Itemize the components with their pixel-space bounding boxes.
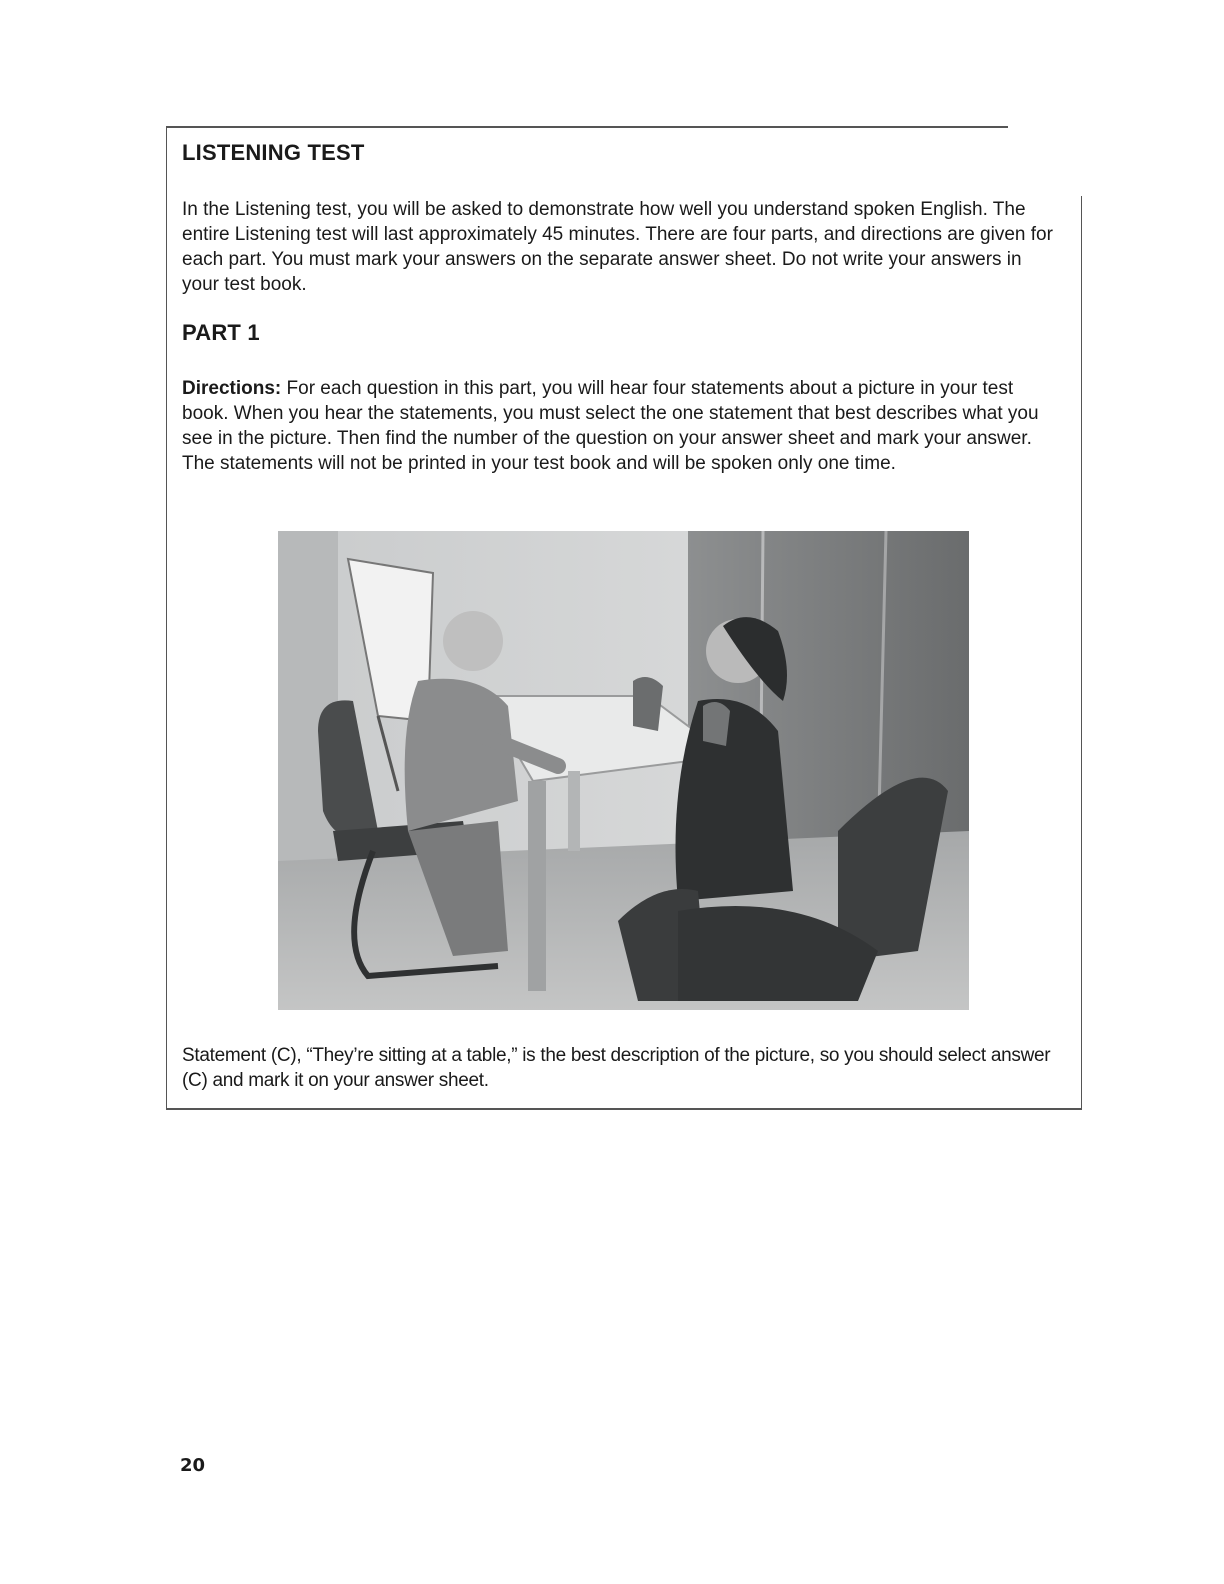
directions-label: Directions: [182, 378, 282, 399]
page-number: 20 [180, 1455, 206, 1476]
box-bottom-border [166, 1108, 1082, 1110]
part-title: PART 1 [182, 320, 260, 345]
box-top-border [166, 126, 1008, 128]
directions-text: For each question in this part, you will hear four statements about a picture in your test book. When you hear the statements, you must select the one statement that best describes what you see in the picture. Then find the number of the question on your answer sheet and mark your answer. The statements will not be printed in your test book and will be spoken only one time. [182, 378, 1039, 474]
section-title: LISTENING TEST [182, 140, 365, 165]
directions-paragraph [182, 376, 1062, 476]
example-statement: Statement (C), “They’re sitting at a table,” is the best description of the picture, so you should select answer (C) and mark it on your answer sheet. [182, 1045, 1051, 1091]
example-photo [278, 531, 969, 1010]
box-left-border [166, 126, 167, 1110]
intro-paragraph: In the Listening test, you will be asked to demonstrate how well you understand spoken English. The entire Listening test will last approximately 45 minutes. There are four parts, and directions are given for each part. You must mark your answers on the separate answer sheet. Do not write your answers in your test book. [182, 199, 1053, 295]
box-right-border [1081, 196, 1082, 1110]
